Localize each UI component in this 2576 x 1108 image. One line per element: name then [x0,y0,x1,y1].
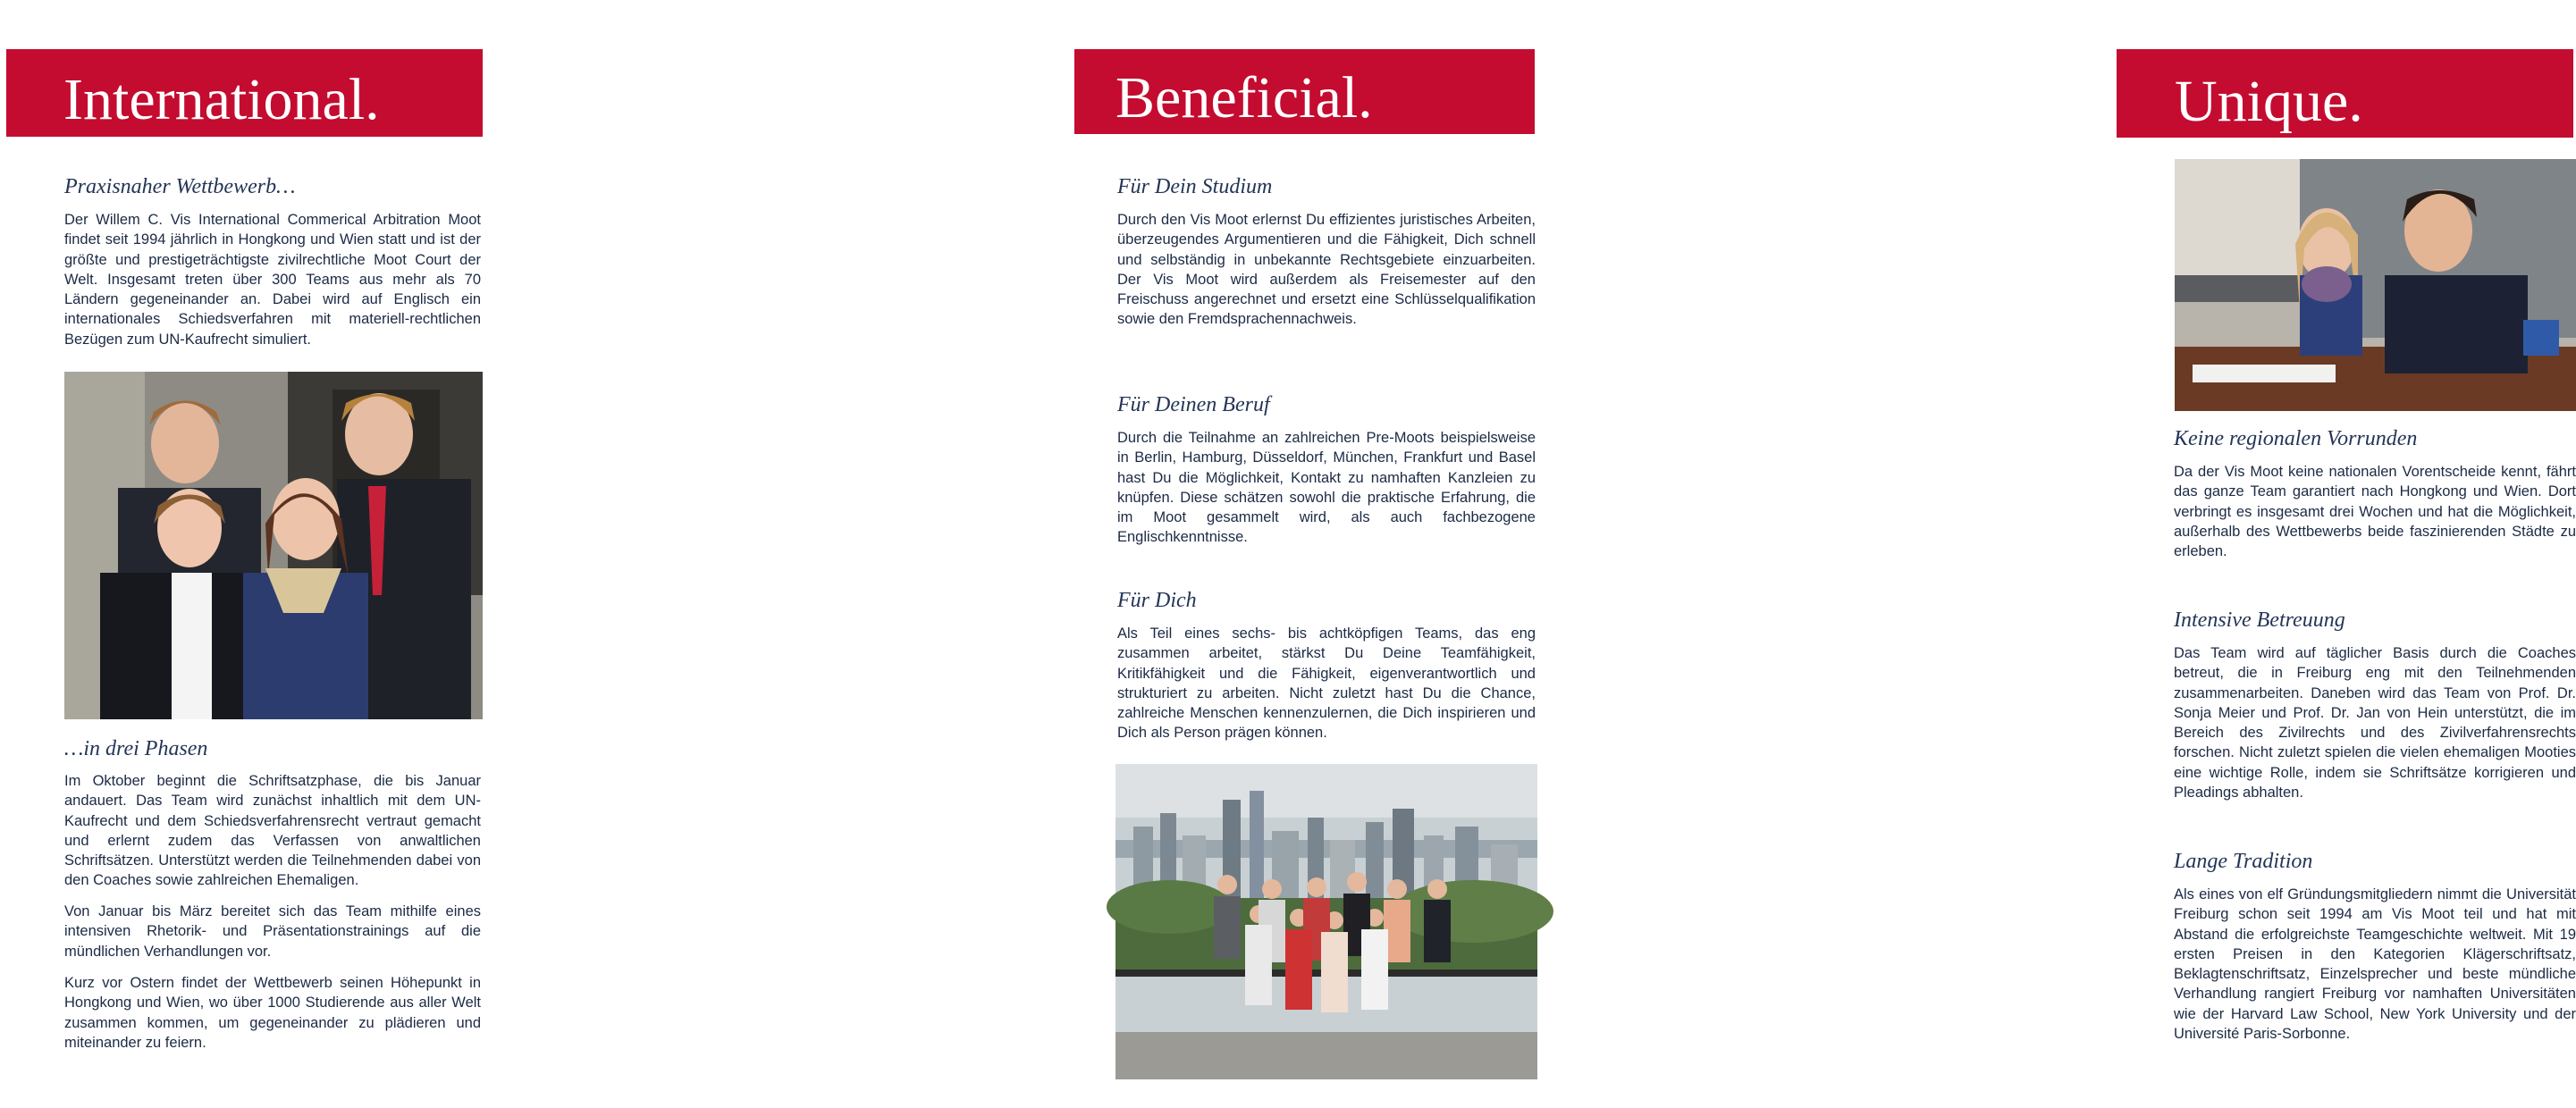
paragraph-studium: Durch den Vis Moot erlernst Du effizientes juristisches Arbeiten, überzeugendes Argumentieren und die Fähigkeit, Dich schnell und selbständig in unbekannte Rechtsgebiete einzuarbeiten. Der Vis Moot wird außerdem als Freisemester auf den Freischuss angerechnet und ersetzt eine Schlüsselqualifikation sowie den Fremdsprachennachweis. [1117,212,1536,328]
hongkong-team-photo [1115,764,1537,1079]
banner-international: International. [6,49,483,137]
paragraph-vorrunden: Da der Vis Moot keine nationalen Vorentscheide kennt, fährt das ganze Team garantiert nach Hongkong und Wien. Dort verbringt es insgesamt drei Wochen und hat die Möglichkeit, außerhalb des Wettbewerbs beide faszinierenden Städte zu erleben. [2174,464,2576,560]
team-group-photo [64,372,483,719]
heading-fuer-deinen-beruf: Für Deinen Beruf [1117,393,1270,416]
heading-intensive-betreuung: Intensive Betreuung [2174,609,2345,632]
heading-keine-regionalen-vorrunden: Keine regionalen Vorrunden [2174,427,2418,450]
paragraph-rhetorik: Von Januar bis März bereitet sich das Team mithilfe eines intensiven Rhetorik- und Präsentationstrainings auf die mündlichen Verhandlungen vor. [64,903,481,960]
paragraph-betreuung: Das Team wird auf täglicher Basis durch die Coaches betreut, die in Freiburg eng mit den Teilnehmenden zusammenarbeiten. Daneben wird das Team von Prof. Dr. Sonja Meier und Prof. Dr. Jan von Hein unterstützt, die im Bereich des Zivilrechts und des Zivilverfahrensrechts forschen. Nicht zuletzt spielen die vielen ehemaligen Mooties eine wichtige Rolle, indem sie Schriftsätze korrigieren und Pleadings abhalten. [2174,645,2576,802]
heading-praxisnaher-wettbewerb: Praxisnaher Wettbewerb… [64,175,296,198]
heading-lange-tradition: Lange Tradition [2174,850,2313,873]
paragraph-hoehepunkt: Kurz vor Ostern findet der Wettbewerb seinen Höhepunkt in Hongkong und Wien, wo über 1000 Studierende aus aller Welt zusammen kommen, um gegeneinander zu plädieren und miteinander zu feiern. [64,975,481,1051]
paragraph-schriftsatzphase: Im Oktober beginnt die Schriftsatzphase, die bis Januar andauert. Das Team wird zunächst inhaltlich mit dem UN-Kaufrecht und dem Schiedsverfahrensrecht vertraut gemacht und erlernt zudem das Verfassen von anwaltlichen Schriftsätzen. Unterstützt werden die Teilnehmenden dabei von den Coaches sowie zahlreichen Ehemaligen. [64,773,481,889]
heading-in-drei-phasen: …in drei Phasen [64,737,208,760]
paragraph-tradition: Als eines von elf Gründungsmitgliedern nimmt die Universität Freiburg schon seit 1994 am Vis Moot teil und hat mit Abstand die erfolgreichste Teamgeschichte weltweit. Mit 19 ersten Preisen in den Kategorien Klägerschriftsatz, Beklagtenschriftsatz, Einzelsprecher und beste mündliche Verhandlung rangiert Freiburg vor namhaften Universitäten wie der Harvard Law School, New York University und der Université Paris-Sorbonne. [2174,886,2576,1043]
hongkong-team-photo-graphic [1115,764,1537,1079]
paragraph-wettbewerb: Der Willem C. Vis International Commerical Arbitration Moot findet seit 1994 jährlich in Hongkong und Wien statt und ist der größte und prestigeträchtigste zivilrechtliche Moot Court der Welt. Insgesamt treten über 300 Teams aus mehr als 70 Ländern gegeneinander an. Dabei wird auf Englisch ein internationales Schiedsverfahren mit materiell-rechtlichen Bezügen zum UN-Kaufrecht simuliert. [64,212,481,348]
banner-unique: Unique. [2117,49,2573,138]
pleading-photo [2175,159,2576,411]
paragraph-beruf: Durch die Teilnahme an zahlreichen Pre-Moots beispielsweise in Berlin, Hamburg, Düsseldorf, München, Frankfurt und Basel hast Du die Möglichkeit, Kontakt zu namhaften Kanzleien zu knüpfen. Diese schätzen sowohl die praktische Erfahrung, die im Moot gesammelt wird, als auch fachbezogene Englischkenntnisse. [1117,430,1536,546]
team-group-photo-graphic [64,372,483,719]
paragraph-dich: Als Teil eines sechs- bis achtköpfigen Teams, das eng zusammen arbeitet, stärkst Du Deine Teamfähigkeit, Kritikfähigkeit und die Fähigkeit, eigenverantwortlich und strukturiert zu arbeiten. Nicht zuletzt hast Du die Chance, zahlreiche Menschen kennenzulernen, die Dich inspirieren und Dich als Person prägen können. [1117,625,1536,742]
heading-fuer-dich: Für Dich [1117,589,1197,612]
heading-fuer-dein-studium: Für Dein Studium [1117,175,1273,198]
banner-beneficial: Beneficial. [1074,49,1535,134]
pleading-photo-graphic [2175,159,2576,411]
